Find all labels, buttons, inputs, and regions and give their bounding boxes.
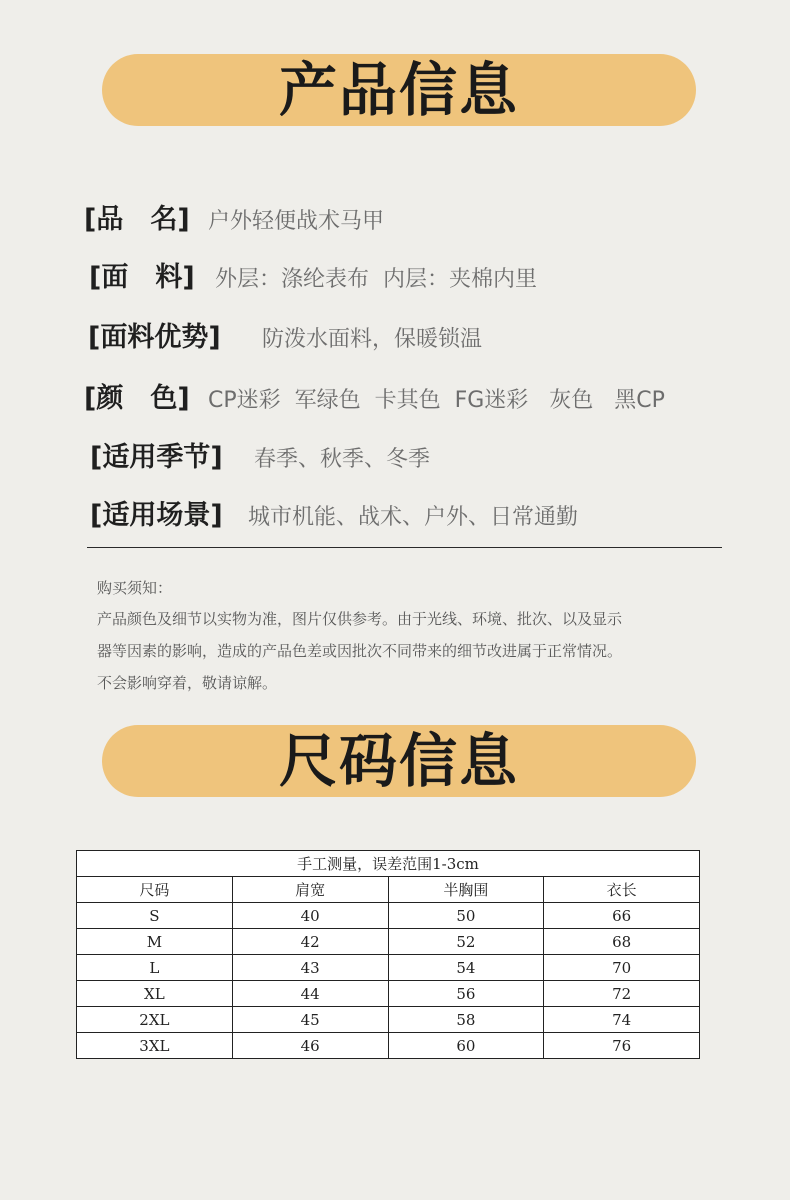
size-info-banner <box>102 725 696 797</box>
cell-length: 76 <box>544 1033 700 1059</box>
cell-shoulder: 43 <box>232 955 388 981</box>
cell-size: 2XL <box>77 1007 233 1033</box>
cell-size: S <box>77 903 233 929</box>
info-label-name: [品 名] <box>84 204 190 235</box>
table-row <box>77 903 700 929</box>
product-info-title: 产品信息 <box>278 56 519 124</box>
info-value-season: 春季、秋季、冬季 <box>254 447 431 472</box>
table-caption: 手工测量，误差范围1-3cm <box>77 851 700 877</box>
cell-shoulder: 46 <box>232 1033 388 1059</box>
header-shoulder: 肩宽 <box>232 877 388 903</box>
table-header-row <box>77 877 700 903</box>
cell-half-chest: 54 <box>388 955 544 981</box>
info-value-scene: 城市机能、战术、户外、日常通勤 <box>248 505 579 530</box>
info-row-fabric <box>0 255 537 294</box>
info-value-advantage: 防泼水面料，保暖锁温 <box>262 327 483 352</box>
info-row-scene <box>0 493 578 532</box>
cell-half-chest: 60 <box>388 1033 544 1059</box>
cell-size: XL <box>77 981 233 1007</box>
cell-shoulder: 45 <box>232 1007 388 1033</box>
cell-length: 70 <box>544 955 700 981</box>
cell-size: 3XL <box>77 1033 233 1059</box>
info-row-name <box>0 197 384 236</box>
cell-length: 66 <box>544 903 700 929</box>
info-row-color <box>0 376 665 415</box>
table-caption-row <box>77 851 700 877</box>
table-row <box>77 1033 700 1059</box>
notice-title-text: 购买须知： <box>97 579 173 597</box>
cell-half-chest: 52 <box>388 929 544 955</box>
notice-line: 不会影响穿着，敬请谅解。 <box>97 674 278 692</box>
info-label-season: [适用季节] <box>90 442 223 473</box>
cell-shoulder: 42 <box>232 929 388 955</box>
size-info-title: 尺码信息 <box>278 727 519 795</box>
section-divider <box>87 547 722 548</box>
product-info-banner <box>102 54 696 126</box>
cell-size: L <box>77 955 233 981</box>
table-row <box>77 955 700 981</box>
notice-title <box>97 572 747 604</box>
info-label-scene: [适用场景] <box>90 500 223 531</box>
size-table <box>76 850 700 1059</box>
cell-length: 68 <box>544 929 700 955</box>
notice-line: 产品颜色及细节以实物为准，图片仅供参考。由于光线、环境、批次、以及显示 <box>97 610 623 628</box>
info-label-fabric: [面 料] <box>89 262 195 293</box>
notice-body <box>97 603 747 699</box>
cell-length: 72 <box>544 981 700 1007</box>
info-label-advantage: [面料优势] <box>88 322 221 353</box>
info-label-color: [颜 色] <box>84 383 190 414</box>
header-size: 尺码 <box>77 877 233 903</box>
info-row-advantage <box>0 315 482 354</box>
cell-shoulder: 44 <box>232 981 388 1007</box>
cell-length: 74 <box>544 1007 700 1033</box>
header-length: 衣长 <box>544 877 700 903</box>
notice-line: 器等因素的影响，造成的产品色差或因批次不同带来的细节改进属于正常情况。 <box>97 642 623 660</box>
info-value-name: 户外轻便战术马甲 <box>208 209 385 234</box>
info-row-season <box>0 435 430 474</box>
cell-half-chest: 58 <box>388 1007 544 1033</box>
header-half-chest: 半胸围 <box>388 877 544 903</box>
info-value-fabric: 外层：涤纶表布 内层：夹棉内里 <box>215 267 537 292</box>
table-row <box>77 981 700 1007</box>
cell-half-chest: 50 <box>388 903 544 929</box>
table-row <box>77 1007 700 1033</box>
table-row <box>77 929 700 955</box>
cell-size: M <box>77 929 233 955</box>
cell-shoulder: 40 <box>232 903 388 929</box>
cell-half-chest: 56 <box>388 981 544 1007</box>
info-value-color: CP迷彩 军绿色 卡其色 FG迷彩 灰色 黑CP <box>208 388 665 413</box>
